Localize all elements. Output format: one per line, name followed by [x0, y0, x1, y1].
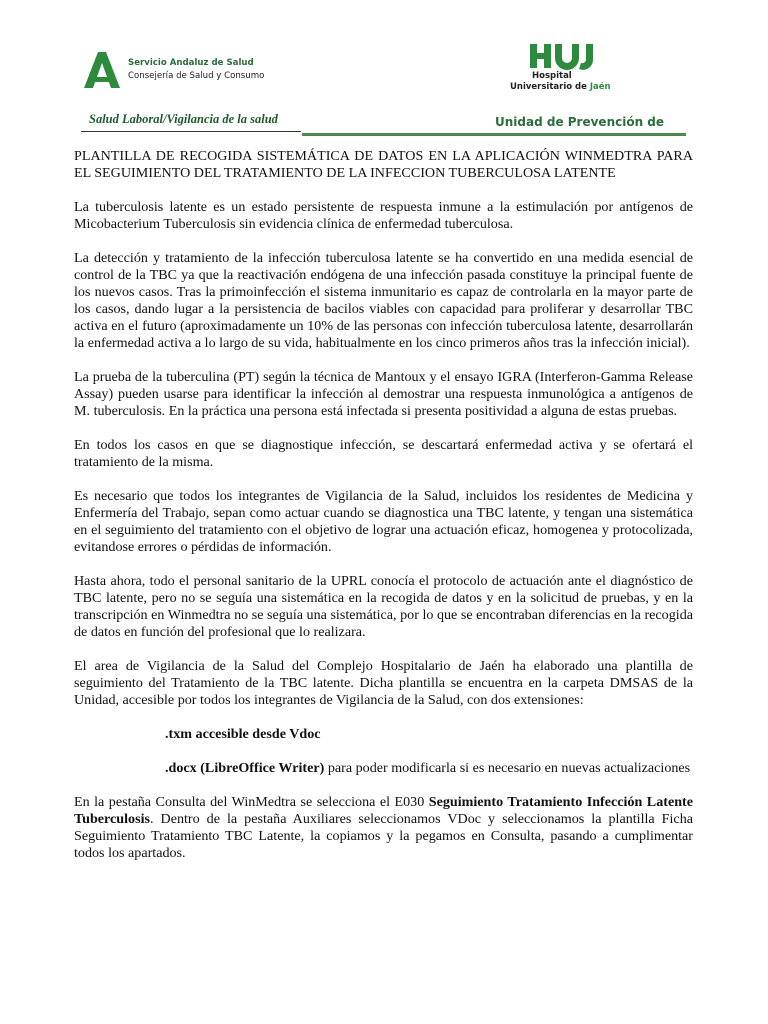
document-body	[74, 148, 693, 879]
huj-logo-icon	[530, 42, 600, 70]
sas-logo	[80, 50, 264, 90]
paragraph: Hasta ahora, todo el personal sanitario de la UPRL conocía el protocolo de actuación ante el diagnóstico de TBC latente, pero no se seguía una sistemática en la recogida de datos y en la solicitud de pruebas, y en la transcripción en Winmedtra no se seguía una sistemática, por lo que se encontraban diferencias en la recogida de datos en función del profesional que lo realizara.	[74, 573, 693, 640]
header-rule-right	[302, 133, 686, 136]
paragraph: La tuberculosis latente es un estado persistente de respuesta inmune a la estimulación por antígenos de Micobacterium Tuberculosis sin evidencia clínica de enfermedad tuberculosa.	[74, 199, 693, 232]
department-right: Unidad de Prevención de	[495, 115, 665, 129]
header-rule-left	[81, 131, 301, 132]
huj-logo	[505, 42, 615, 97]
paragraph: La prueba de la tuberculina (PT) según la técnica de Mantoux y el ensayo IGRA (Interferon-Gamma Release Assay) pueden usarse para identificar la infección al demostrar una respuesta inmunológica a antígenos de M. tuberculosis. En la práctica una persona está infectada si presenta positividad a alguna de estas pruebas.	[74, 369, 693, 419]
sas-subtitle: Consejería de Salud y Consumo	[128, 71, 265, 81]
document-header	[0, 0, 768, 140]
paragraph: Es necesario que todos los integrantes de Vigilancia de la Salud, incluidos los residentes de Medicina y Enfermería del Trabajo, sepan como actuar cuando se diagnostica una TBC latente, y tengan una sistemática en el seguimiento del tratamiento con el objetivo de lograr una actuación eficaz, homogenea y protocolizada, evitandose errores o pérdidas de información.	[74, 488, 693, 555]
department-left: Salud Laboral/Vigilancia de la salud	[89, 112, 278, 126]
sas-name: Servicio Andaluz de Salud	[128, 58, 254, 68]
hospital-line2: Universitario de Jaén	[510, 82, 611, 92]
hospital-line1: Hospital	[532, 71, 572, 81]
paragraph: En todos los casos en que se diagnostique infección, se descartará enfermedad activa y se ofertará el tratamiento de la misma.	[74, 437, 693, 470]
document-title: PLANTILLA DE RECOGIDA SISTEMÁTICA DE DATOS EN LA APLICACIÓN WINMEDTRA PARA EL SEGUIMIENTO DEL TRATAMIENTO DE LA INFECCION TUBERCULOSA LATENTE	[74, 148, 693, 181]
paragraph: La detección y tratamiento de la infección tuberculosa latente se ha convertido en una medida esencial de control de la TBC ya que la reactivación endógena de una infección pasada constituye la principal fuente de los nuevos casos. Tras la primoinfección el sistema inmunitario es capaz de controlarla en la mayor parte de los casos, dando lugar a la persistencia de bacilos viables con capacidad para proliferar y desarrollar TBC activa en el futuro (aproximadamente un 10% de las personas con infección tuberculosa latente, desarrollarán la enfermedad activa a lo largo de su vida, habitualmente en los cinco primeros años tras la infección inicial).	[74, 250, 693, 351]
extension-docx: .docx (LibreOffice Writer) para poder modificarla si es necesario en nuevas actualizaciones	[165, 760, 691, 776]
junta-andalucia-logo-icon	[80, 50, 124, 90]
extension-txm: .txm accesible desde Vdoc	[165, 726, 321, 742]
paragraph-instructions: En la pestaña Consulta del WinMedtra se selecciona el E030 Seguimiento Tratamiento Infección Latente Tuberculosis. Dentro de la pestaña Auxiliares seleccionamos VDoc y seleccionamos la plantilla Ficha Seguimiento Tratamiento TBC Latente, la copiamos y la pegamos en Consulta, pasando a cumplimentar todos los apartados.	[74, 794, 693, 861]
paragraph: El area de Vigilancia de la Salud del Complejo Hospitalario de Jaén ha elaborado una plantilla de seguimiento del Tratamiento de la TBC latente. Dicha plantilla se encuentra en la carpeta DMSAS de la Unidad, accesible por todos los integrantes de Vigilancia de la Salud, con dos extensiones:	[74, 658, 693, 708]
